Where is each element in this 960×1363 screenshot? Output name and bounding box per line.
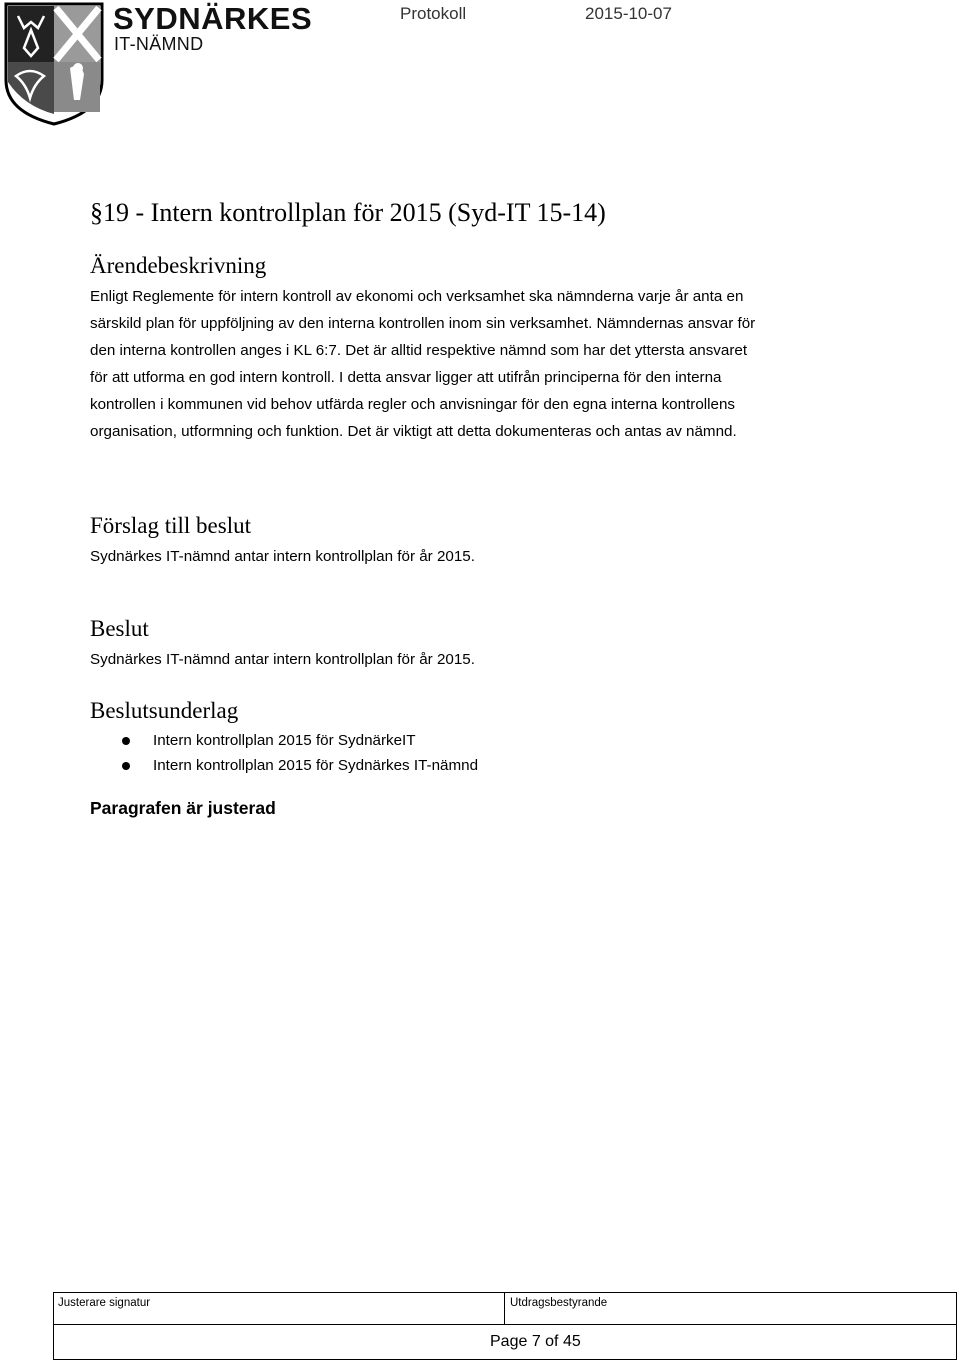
description-line: särskild plan för uppföljning av den interna kontrollen inom sin verksamhet. Nämndernas ansvar för [90, 315, 756, 332]
proposal-text-line: Sydnärkes IT-nämnd antar intern kontrollplan för år 2015. [90, 548, 475, 565]
decision-text [90, 646, 880, 673]
description-line: organisation, utformning och funktion. Det är viktigt att detta dokumenteras och antas av nämnd. [90, 423, 737, 440]
footer-divider [53, 1324, 957, 1325]
description-line: för att utforma en god intern kontroll. I detta ansvar ligger att utifrån principerna för den interna [90, 369, 722, 386]
extract-label: Utdragsbestyrande [510, 1297, 608, 1309]
list-item-text: Intern kontrollplan 2015 för Sydnärkes IT-nämnd [153, 757, 479, 774]
list-item [90, 728, 478, 753]
description-line: Enligt Reglemente för intern kontroll av ekonomi och verksamhet ska nämnderna varje år anta en [90, 288, 744, 305]
proposal-text [90, 543, 880, 570]
document-type: Protokoll [400, 4, 467, 23]
description-line: den interna kontrollen anges i KL 6:7. Det är alltid respektive nämnd som har det yttersta ansvaret [90, 342, 748, 359]
proposal-heading: Förslag till beslut [90, 513, 251, 538]
footer-divider [504, 1292, 505, 1325]
description-line: kontrollen i kommunen vid behov utfärda regler och anvisningar för den egna interna kontrollens [90, 396, 736, 413]
bullet-icon [122, 762, 130, 770]
description-heading: Ärendebeskrivning [90, 253, 267, 278]
description-paragraph [90, 283, 880, 445]
document-date: 2015-10-07 [585, 4, 672, 23]
basis-heading: Beslutsunderlag [90, 698, 239, 723]
org-subtitle: IT-NÄMND [114, 34, 204, 54]
bullet-icon [122, 737, 130, 745]
adjusted-note: Paragrafen är justerad [90, 798, 276, 818]
list-item-text: Intern kontrollplan 2015 för SydnärkeIT [153, 732, 416, 749]
page-number: Page 7 of 45 [490, 1333, 581, 1350]
signature-label: Justerare signatur [58, 1297, 151, 1309]
coat-of-arms-logo [4, 2, 104, 126]
decision-text-line: Sydnärkes IT-nämnd antar intern kontrollplan för år 2015. [90, 651, 475, 668]
list-item [90, 753, 478, 778]
org-name: SYDNÄRKES [113, 1, 313, 36]
decision-heading: Beslut [90, 616, 149, 641]
basis-list [90, 728, 478, 778]
section-title: §19 - Intern kontrollplan för 2015 (Syd-IT 15-14) [90, 198, 606, 227]
